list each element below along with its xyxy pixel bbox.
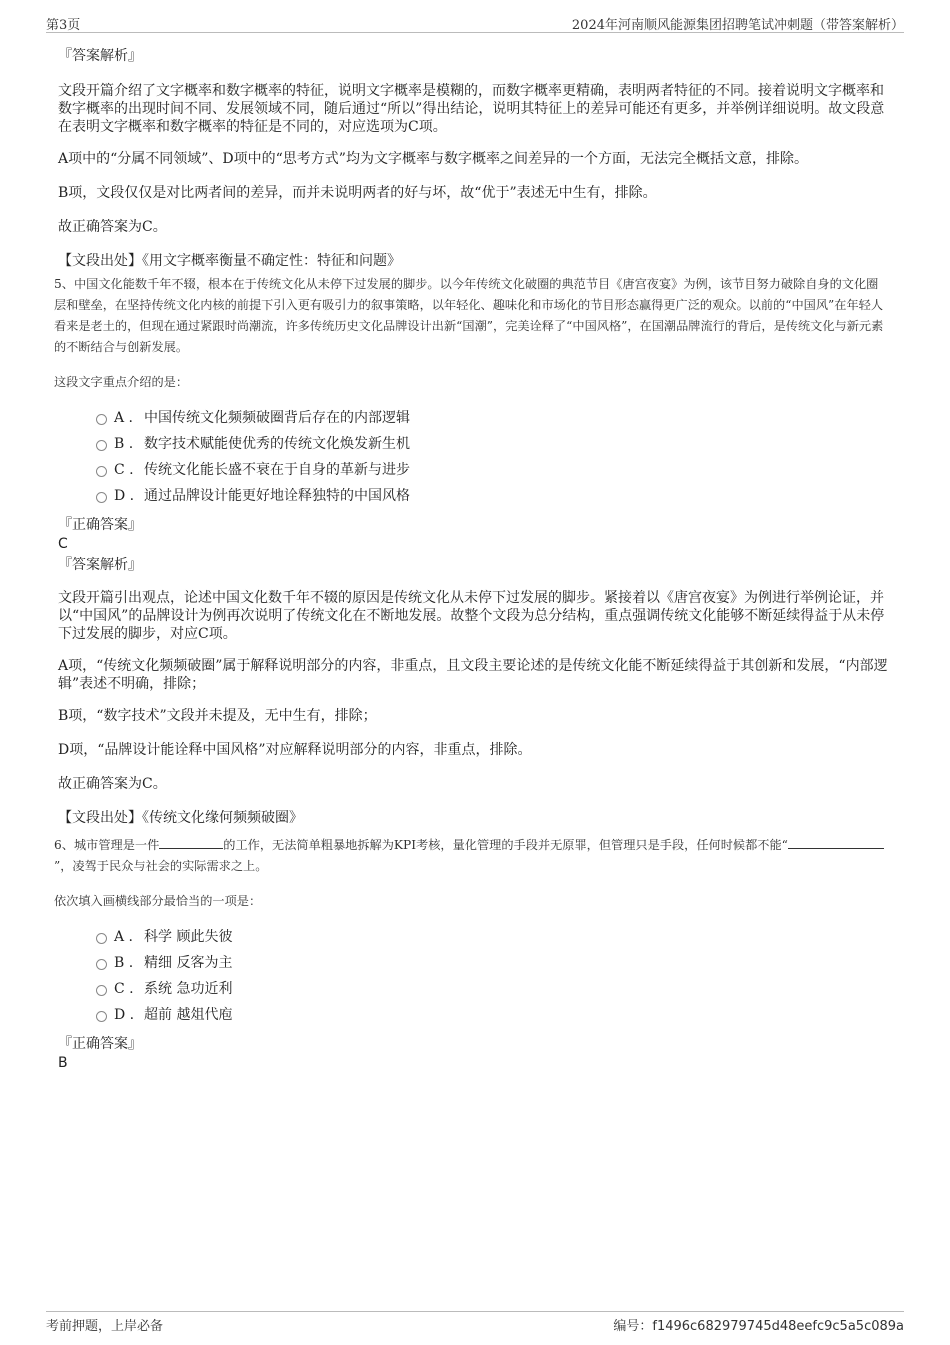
radio-icon[interactable] (96, 1011, 107, 1022)
radio-icon[interactable] (96, 414, 107, 425)
option-d[interactable]: D . 超前 越俎代庖 (96, 1002, 890, 1028)
page-header (46, 12, 904, 33)
document-title: 2024年河南顺风能源集团招聘笔试冲刺题（带答案解析） (571, 18, 904, 33)
page-number: 第3页 (46, 18, 81, 33)
analysis-paragraph: D项，“品牌设计能诠释中国风格”对应解释说明部分的内容，非重点，排除。 (58, 742, 532, 758)
question-stem: 6、城市管理是一件 的工作，无法简单粗暴地拆解为KPI考核，量化管理的手段并无原罪，但管理只是手段，任何时候都不能“”，凌驾于民众与社会的实际需求之上。 (54, 835, 890, 877)
passage-source: 【文段出处】《传统文化缘何频频破圈》 (58, 810, 303, 826)
document-code: 编号：f1496c682979745d48eefc9c5a5c089a (613, 1319, 904, 1334)
radio-icon[interactable] (96, 985, 107, 996)
question-prompt: 依次填入画横线部分最恰当的一项是： (54, 894, 262, 908)
option-d[interactable]: D . 通过品牌设计能更好地诠释独特的中国风格 (96, 483, 890, 509)
fill-blank-2 (788, 836, 884, 849)
option-b[interactable]: B . 数字技术赋能使优秀的传统文化焕发新生机 (96, 431, 890, 457)
fill-blank-1 (159, 836, 223, 849)
final-answer-line: 故正确答案为C。 (58, 776, 167, 792)
option-list (54, 405, 890, 509)
option-c[interactable]: C . 系统 急功近利 (96, 976, 890, 1002)
correct-answer: C (58, 536, 68, 552)
analysis-paragraph: 文段开篇介绍了文字概率和数字概率的特征，说明文字概率是模糊的，而数字概率更精确，表明两者特征的不同。接着说明文字概率和数字概率的出现时间不同、发展领域不同，随后通过“所以”得出结论，说明其特征上的差异可能还有更多，并举例详细说明。故文段意在表明文字概率和数字概率的特征是不同的，对应选项为C项。 (58, 83, 885, 135)
question-stem: 5、中国文化能数千年不辍，根本在于传统文化从未停下过发展的脚步。以今年传统文化破圈的典范节目《唐宫夜宴》为例，该节目努力破除自身的文化圈层和壁垒，在坚持传统文化内核的前提下引入更有吸引力的叙事策略，以年轻化、趣味化和市场化的节目形态赢得更广泛的观众。以前的“中国风”在年轻人看来是老土的，但现在通过紧跟时尚潮流，许多传统历史文化品牌设计出新“国潮”，完美诠释了“中国风格”，在国潮品牌流行的背后，是传统文化与新元素的不断结合与创新发展。 (54, 277, 884, 354)
option-b[interactable]: B . 精细 反客为主 (96, 950, 890, 976)
main-content (54, 44, 890, 1072)
analysis-paragraph: A项中的“分属不同领域”、D项中的“思考方式”均为文字概率与数字概率之间差异的一个方面，无法完全概括文意，排除。 (58, 151, 808, 167)
option-c[interactable]: C . 传统文化能长盛不衰在于自身的革新与进步 (96, 457, 890, 483)
analysis-label: 『答案解析』 (58, 48, 142, 64)
passage-source: 【文段出处】《用文字概率衡量不确定性：特征和问题》 (58, 253, 401, 269)
analysis-paragraph: B项，“数字技术”文段并未提及，无中生有，排除； (58, 708, 377, 724)
radio-icon[interactable] (96, 959, 107, 970)
analysis-paragraph: 文段开篇引出观点，论述中国文化数千年不辍的原因是传统文化从未停下过发展的脚步。紧接着以《唐宫夜宴》为例进行举例论证，并以“中国风”的品牌设计为例再次说明了传统文化在不断地发展。故整个文段为总分结构，重点强调传统文化能够不断延续得益于从未停下过发展的脚步，对应C项。 (58, 590, 885, 642)
correct-answer-label: 『正确答案』 (58, 1036, 142, 1052)
final-answer-line: 故正确答案为C。 (58, 219, 167, 235)
option-a[interactable]: A . 科学 顾此失彼 (96, 924, 890, 950)
radio-icon[interactable] (96, 466, 107, 477)
analysis-paragraph: A项，“传统文化频频破圈”属于解释说明部分的内容，非重点，且文段主要论述的是传统文化能不断延续得益于其创新和发展，“内部逻辑”表述不明确，排除； (58, 658, 888, 692)
question-prompt: 这段文字重点介绍的是： (54, 375, 189, 389)
analysis-label: 『答案解析』 (58, 557, 142, 573)
radio-icon[interactable] (96, 440, 107, 451)
radio-icon[interactable] (96, 933, 107, 944)
option-list (54, 924, 890, 1028)
page-footer (46, 1311, 904, 1334)
analysis-paragraph: B项，文段仅仅是对比两者间的差异，而并未说明两者的好与坏，故“优于”表述无中生有，排除。 (58, 185, 657, 201)
radio-icon[interactable] (96, 492, 107, 503)
correct-answer-label: 『正确答案』 (58, 517, 142, 533)
option-a[interactable]: A . 中国传统文化频频破圈背后存在的内部逻辑 (96, 405, 890, 431)
correct-answer: B (58, 1055, 68, 1071)
footer-slogan: 考前押题，上岸必备 (46, 1319, 164, 1334)
